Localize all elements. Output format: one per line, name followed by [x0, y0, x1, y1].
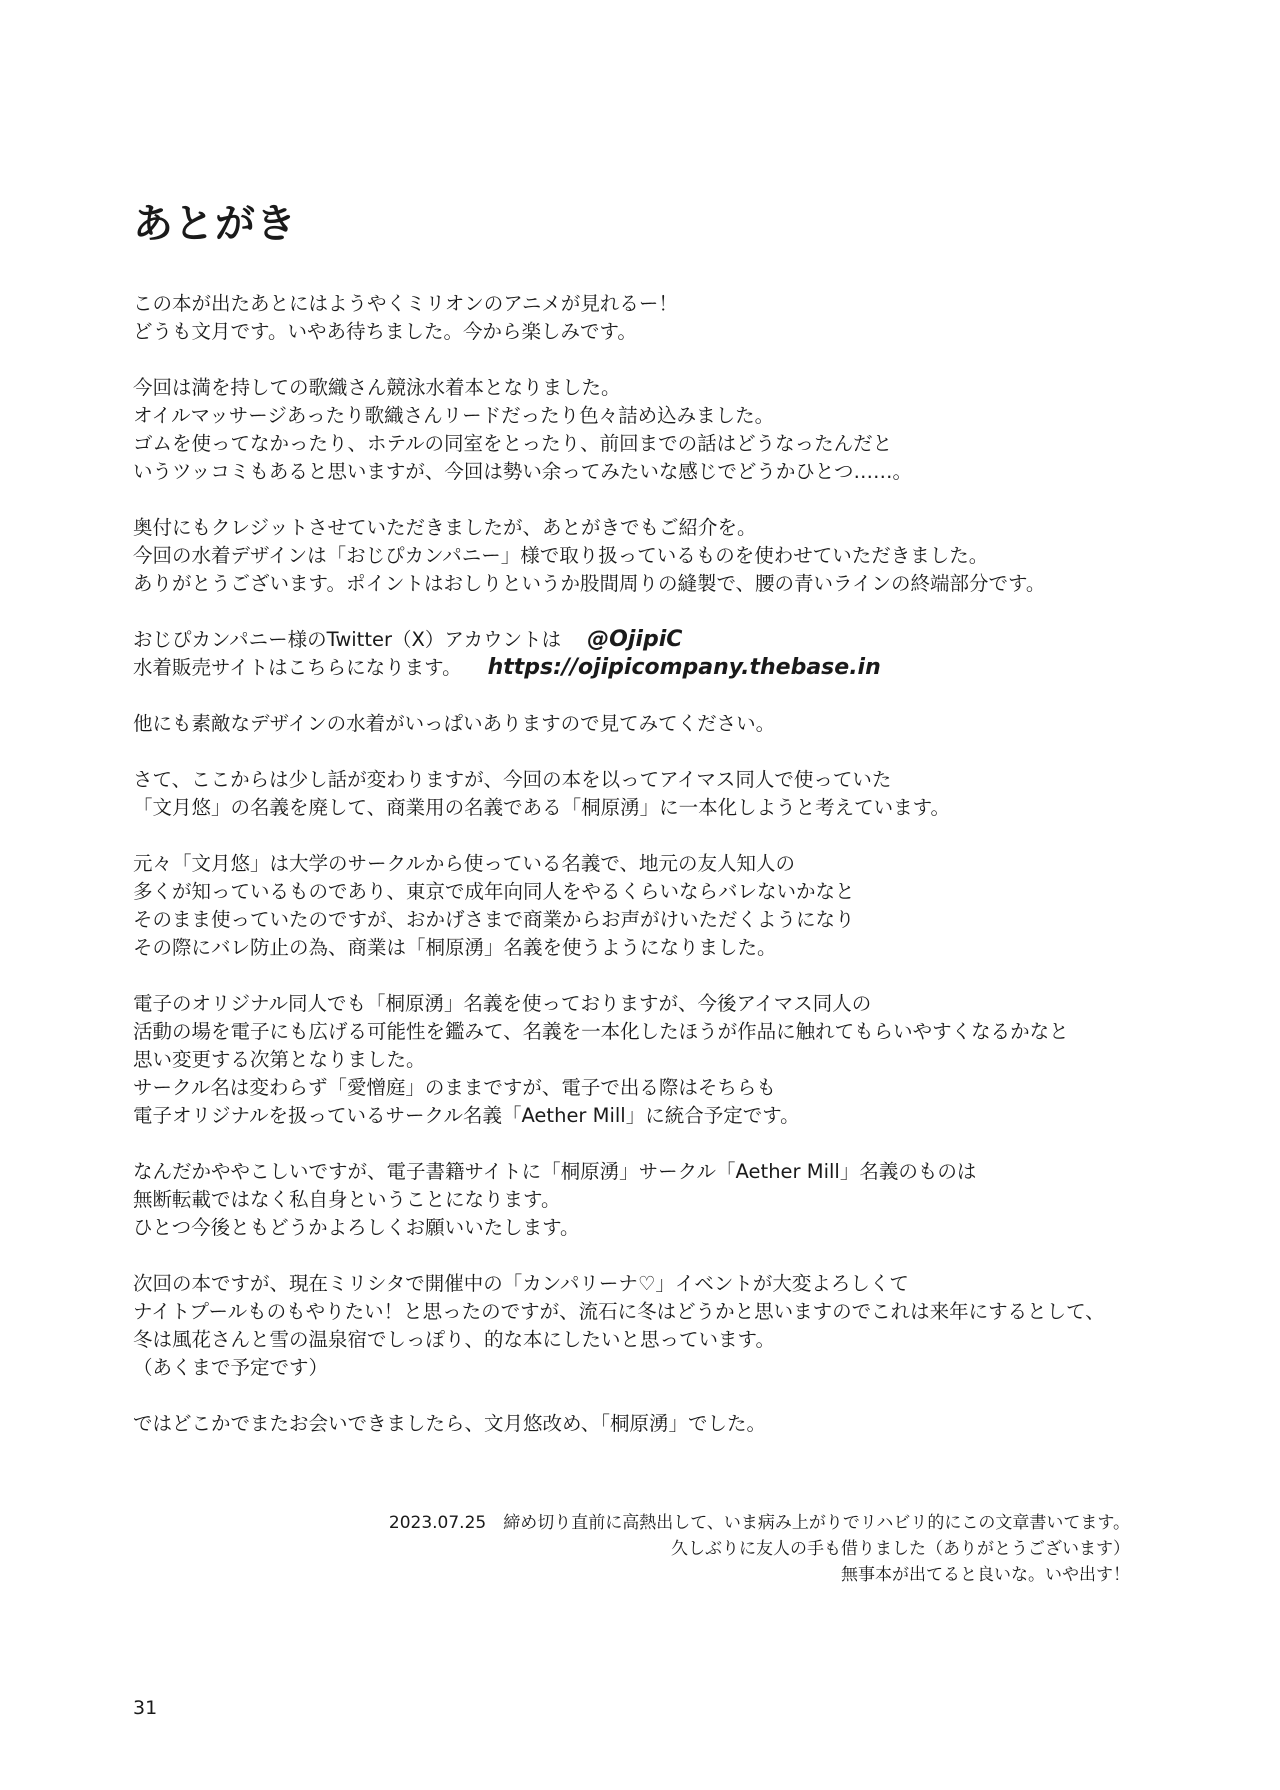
- shop-site-line: [133, 654, 1193, 682]
- footnote-line: 2023.07.25 締め切り直前に高熱出して、いま病み上がりでリハビリ的にこの文章書いてます。: [388, 1513, 1130, 1533]
- text-line: さて、ここからは少し話が変わりますが、今回の本を以ってアイマス同人で使っていた: [133, 768, 892, 791]
- text-line: 電子オリジナルを扱っているサークル名義「Aether Mill」に統合予定です。: [133, 1104, 800, 1127]
- paragraph-credits: [133, 514, 1193, 598]
- text-line: その際にバレ防止の為、商業は「桐原湧」名義を使うようになりました。: [133, 936, 777, 959]
- text-line: 今回は満を持しての歌織さん競泳水着本となりました。: [133, 376, 621, 399]
- text-line: 活動の場を電子にも広げる可能性を鑑みて、名義を一本化したほうが作品に触れてもらいやすくなるかなと: [133, 1020, 1069, 1043]
- text-line: 今回の水着デザインは「おじぴカンパニー」様で取り扱っているものを使わせていただきました。: [133, 544, 989, 567]
- shop-url-link[interactable]: https://ojipicompany.thebase.in: [487, 655, 881, 680]
- text-line: 「文月悠」の名義を廃して、商業用の名義である「桐原湧」に一本化しようと考えています。: [133, 796, 951, 819]
- paragraph-this-book: [133, 374, 1193, 486]
- text-line: （あくまで予定です）: [133, 1356, 329, 1379]
- text-line: ゴムを使ってなかったり、ホテルの同室をとったり、前回までの話はどうなったんだと: [133, 432, 893, 455]
- page-number: 31: [133, 1697, 158, 1719]
- footnote-line: 久しぶりに友人の手も借りました（ありがとうございます）: [671, 1539, 1130, 1559]
- text-line: 元々「文月悠」は大学のサークルから使っている名義で、地元の友人知人の: [133, 852, 796, 875]
- footnote-line: 無事本が出てると良いな。いや出す！: [841, 1565, 1130, 1585]
- text-line: 冬は風花さんと雪の温泉宿でしっぽり、的な本にしたいと思っています。: [133, 1328, 775, 1351]
- text-line: なんだかややこしいですが、電子書籍サイトに「桐原湧」サークル「Aether Mill」名義のものは: [133, 1160, 977, 1183]
- text-line: いうツッコミもあると思いますが、今回は勢い余ってみたいな感じでどうかひとつ……。: [133, 460, 913, 483]
- text-line: ありがとうございます。ポイントはおしりというか股間周りの縫製で、腰の青いラインの終端部分です。: [133, 572, 1046, 595]
- shop-site-label: 水着販売サイトはこちらになります。: [133, 656, 462, 679]
- text-line: ナイトプールものもやりたい！と思ったのですが、流石に冬はどうかと思いますのでこれは来年にするとして、: [133, 1300, 1105, 1323]
- afterword-body: [133, 290, 1193, 1466]
- paragraph-name-change: [133, 766, 1193, 822]
- text-line: オイルマッサージあったり歌織さんリードだったり色々詰め込みました。: [133, 404, 775, 427]
- paragraph-see-more: [133, 710, 1193, 738]
- twitter-handle-link[interactable]: @OjipiC: [587, 627, 683, 652]
- text-line: ではどこかでまたお会いできましたら、文月悠改め、「桐原湧」でした。: [133, 1412, 766, 1435]
- text-line: この本が出たあとにはようやくミリオンのアニメが見れるー！: [133, 292, 678, 315]
- text-line: どうも文月です。いやあ待ちました。今から楽しみです。: [133, 320, 637, 343]
- page-title: あとがき: [133, 201, 297, 247]
- paragraph-digital: [133, 990, 1193, 1130]
- dated-footnote: [389, 1510, 1130, 1588]
- text-line: 次回の本ですが、現在ミリシタで開催中の「カンパリーナ♡」イベントが大変よろしくて: [133, 1272, 909, 1295]
- text-line: 電子のオリジナル同人でも「桐原湧」名義を使っておりますが、今後アイマス同人の: [133, 992, 872, 1015]
- twitter-account-label: おじぴカンパニー様のTwitter（X）アカウントは: [133, 628, 562, 651]
- paragraph-closing: [133, 1410, 1193, 1438]
- paragraph-links: [133, 626, 1193, 682]
- text-line: 多くが知っているものであり、東京で成年向同人をやるくらいならバレないかなと: [133, 880, 855, 903]
- paragraph-intro: [133, 290, 1193, 346]
- text-line: 無断転載ではなく私自身ということになります。: [133, 1188, 561, 1211]
- text-line: 他にも素敵なデザインの水着がいっぱいありますので見てみてください。: [133, 712, 776, 735]
- text-line: 思い変更する次第となりました。: [133, 1048, 426, 1071]
- text-line: そのまま使っていたのですが、おかげさまで商業からお声がけいただくようになり: [133, 908, 855, 931]
- paragraph-name-history: [133, 850, 1193, 962]
- paragraph-next-book: [133, 1270, 1193, 1382]
- text-line: 奥付にもクレジットさせていただきましたが、あとがきでもご紹介を。: [133, 516, 757, 539]
- paragraph-clarification: [133, 1158, 1193, 1242]
- text-line: ひとつ今後ともどうかよろしくお願いいたします。: [133, 1216, 580, 1239]
- twitter-account-line: [133, 626, 1193, 654]
- text-line: サークル名は変わらず「愛憎庭」のままですが、電子で出る際はそちらも: [133, 1076, 776, 1099]
